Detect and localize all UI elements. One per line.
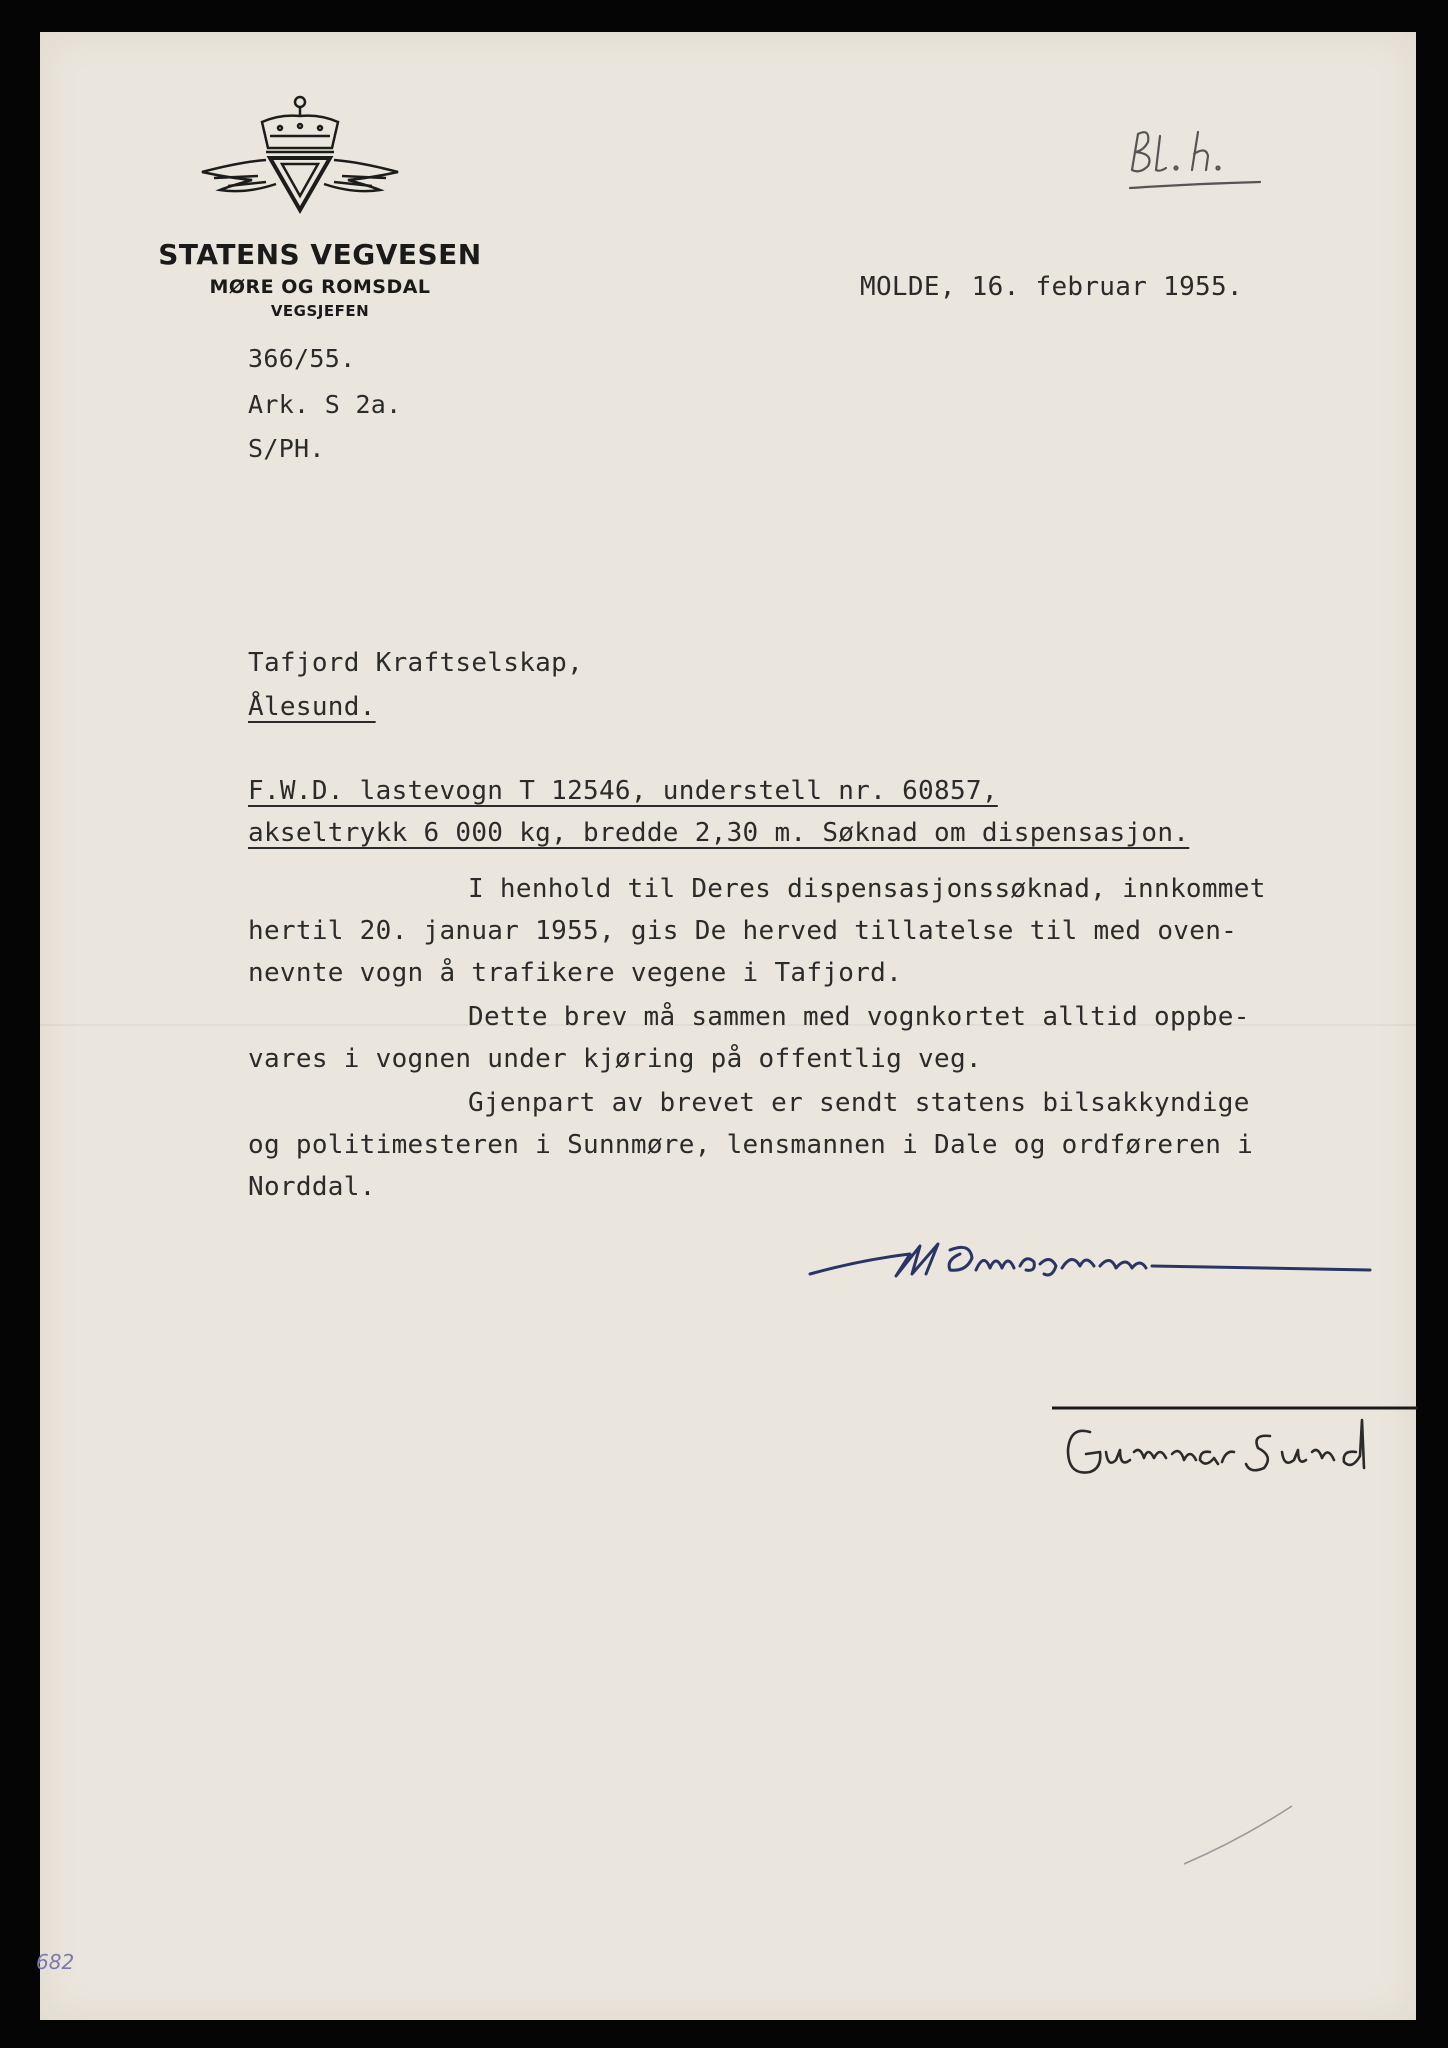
- letterhead-office: VEGSJEFEN: [270, 302, 370, 320]
- handwritten-mark: [1120, 120, 1270, 200]
- date-line: MOLDE, 16. februar 1955.: [860, 272, 1243, 302]
- letterhead-org: STATENS VEGVESEN: [158, 238, 482, 271]
- letterhead-region: MØRE OG ROMSDAL: [209, 276, 431, 298]
- body-line: I henhold til Deres dispensasjonssøknad, innkommet: [468, 874, 1266, 904]
- page-number: 682: [36, 1950, 75, 1974]
- signature-1: [800, 1220, 1380, 1300]
- body-line: Norddal.: [248, 1172, 376, 1202]
- reference-line: 366/55.: [248, 344, 356, 373]
- subject-line: F.W.D. lastevogn T 12546, understell nr. 60857,: [248, 776, 998, 806]
- reference-line: Ark. S 2a.: [248, 390, 402, 419]
- body-line: nevnte vogn å trafikere vegene i Tafjord.: [248, 958, 903, 988]
- body-line: vares i vognen under kjøring på offentlig veg.: [248, 1044, 982, 1074]
- crown-winged-emblem-icon: [200, 92, 400, 232]
- stray-pen-stroke: [1180, 1800, 1300, 1870]
- reference-line: S/PH.: [248, 434, 325, 463]
- body-line: Gjenpart av brevet er sendt statens bilsakkyndige: [468, 1088, 1250, 1118]
- body-line: Dette brev må sammen med vognkortet alltid oppbe-: [468, 1002, 1250, 1032]
- subject-line: akseltrykk 6 000 kg, bredde 2,30 m. Søknad om dispensasjon.: [248, 818, 1190, 848]
- recipient-city: Ålesund.: [248, 692, 376, 722]
- body-line: og politimesteren i Sunnmøre, lensmannen i Dale og ordføreren i: [248, 1130, 1254, 1160]
- recipient-name: Tafjord Kraftselskap,: [248, 648, 584, 678]
- body-line: hertil 20. januar 1955, gis De herved tillatelse til med oven-: [248, 916, 1238, 946]
- signature-2: [1050, 1390, 1420, 1500]
